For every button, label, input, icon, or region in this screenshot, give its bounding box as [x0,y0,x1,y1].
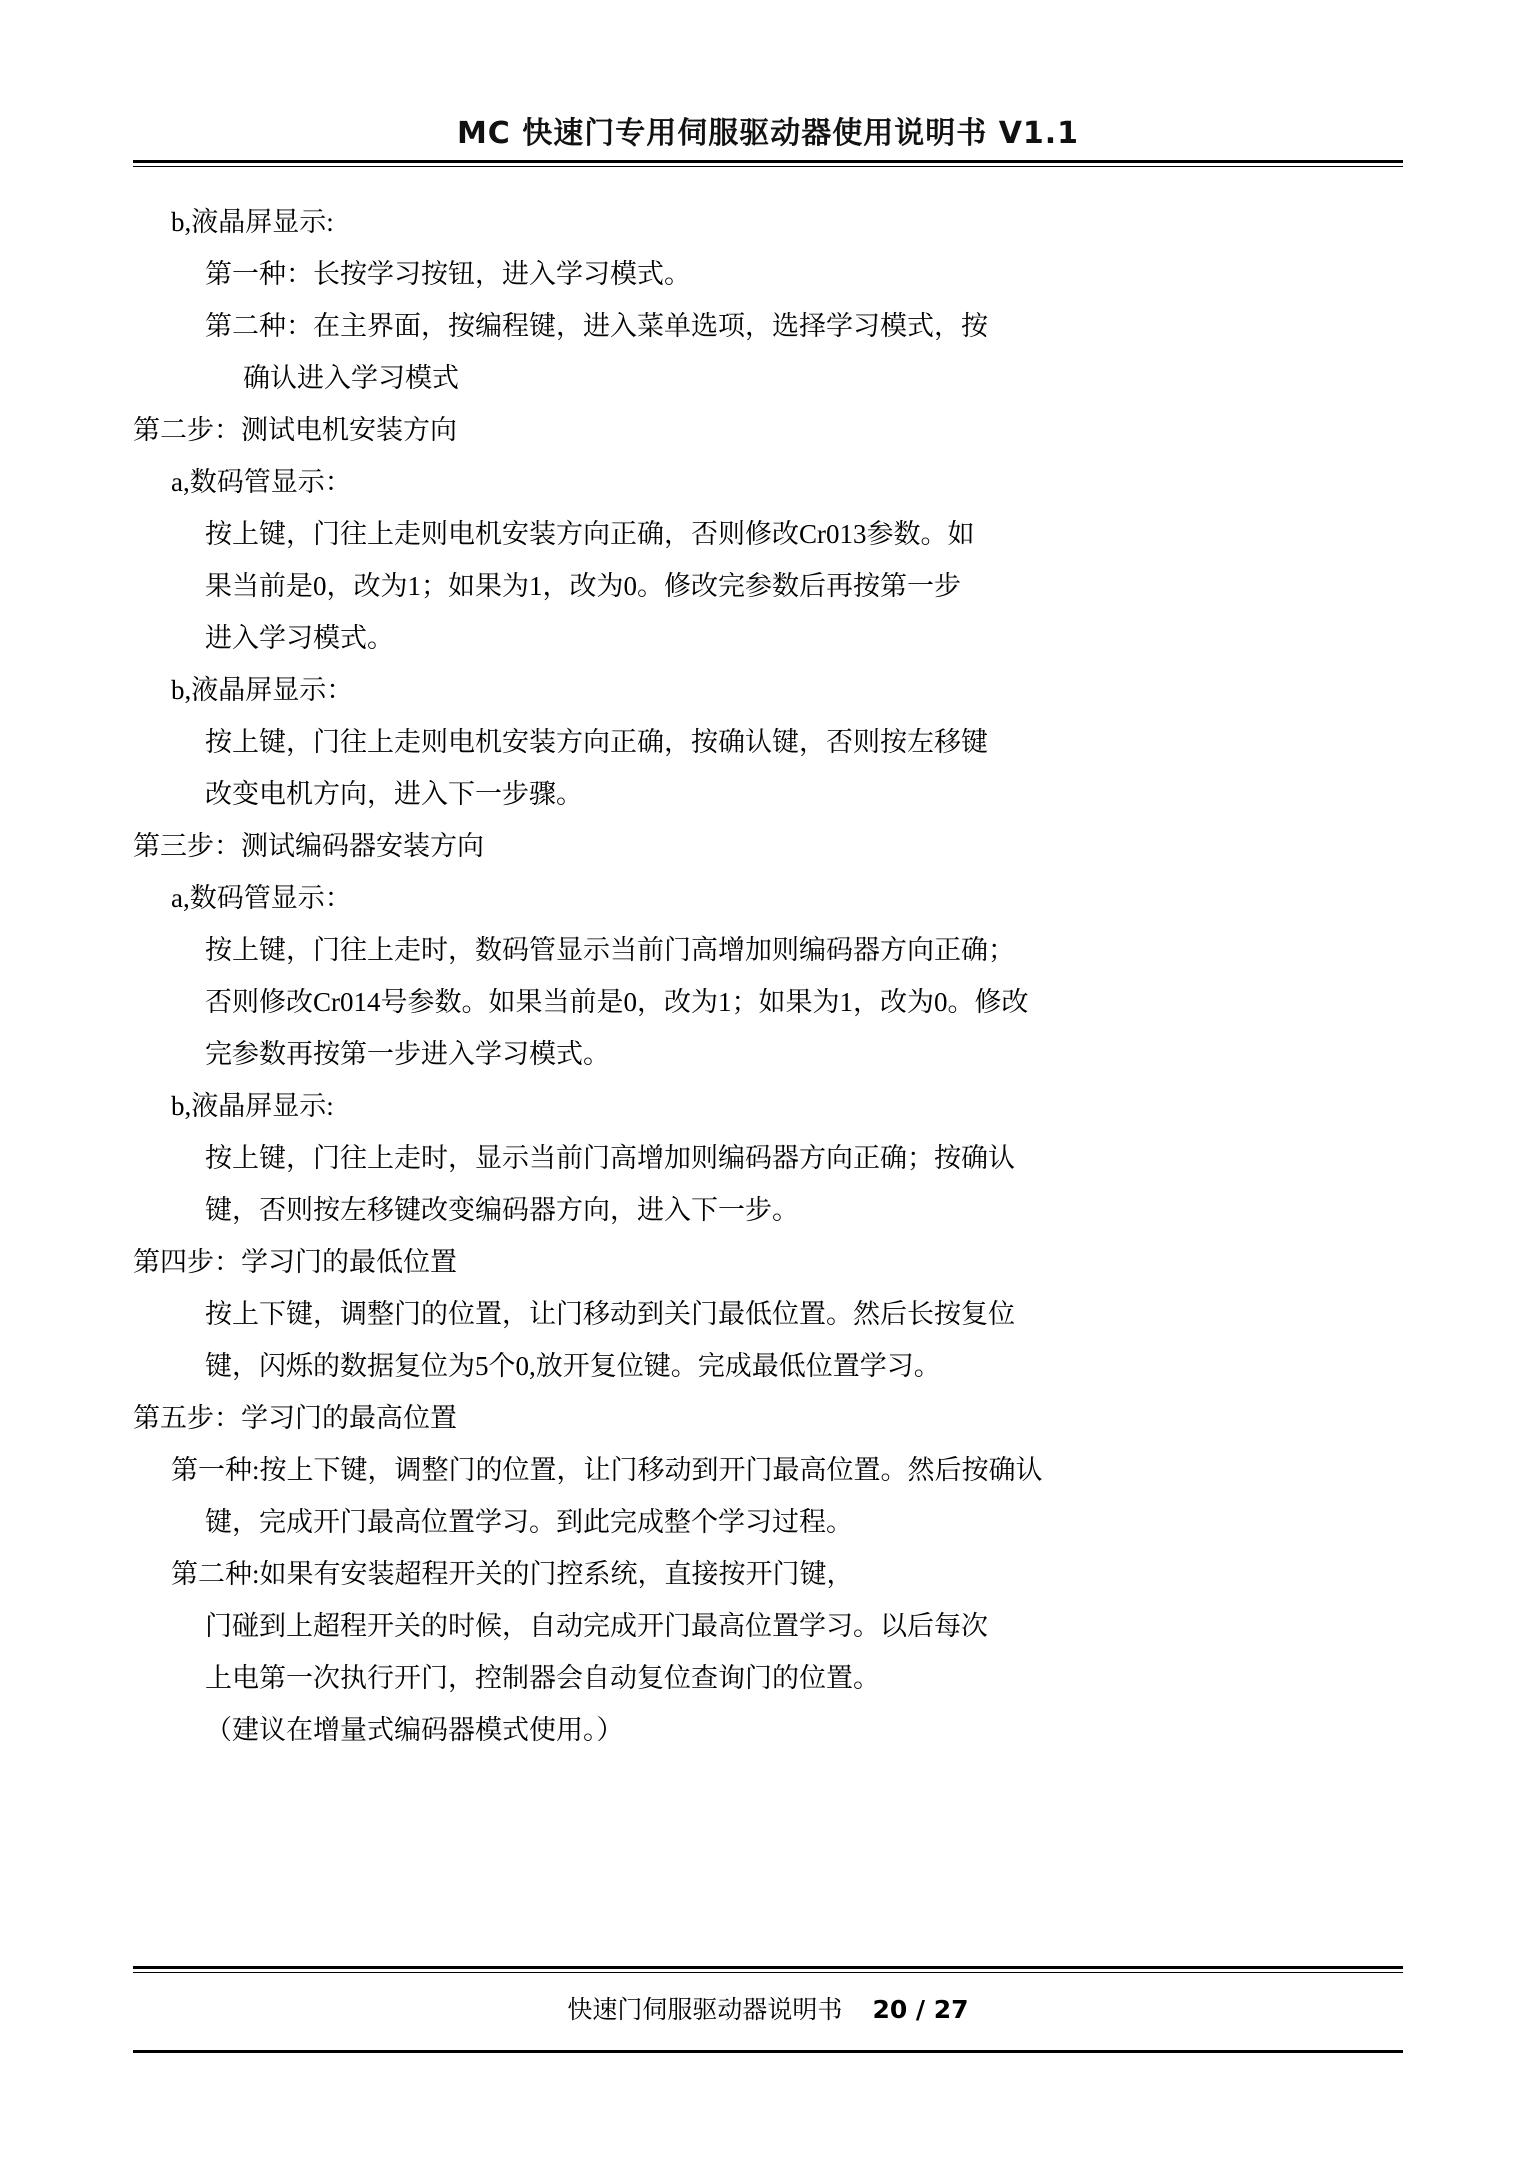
header-divider-thin [133,166,1403,167]
body-line: 进入学习模式。 [205,623,394,653]
body-line: 按上键，门往上走则电机安装方向正确，否则修改Cr013参数。如 [205,519,975,549]
body-line: 第五步：学习门的最高位置 [133,1403,457,1433]
body-line: 键，闪烁的数据复位为5个0,放开复位键。完成最低位置学习。 [205,1351,941,1381]
body-line: 第二种：在主界面，按编程键，进入菜单选项，选择学习模式，按 [205,311,988,341]
body-line: b,液晶屏显示: [171,1091,334,1121]
footer-divider-thick [133,1966,1403,1969]
body-line: 第二步：测试电机安装方向 [133,415,457,445]
body-line: 否则修改Cr014号参数。如果当前是0，改为1；如果为1，改为0。修改 [205,987,1029,1017]
document-body [133,196,1403,1756]
header-divider-thick [133,160,1403,163]
page-footer [133,1990,1403,2026]
body-line: 门碰到上超程开关的时候，自动完成开门最高位置学习。以后每次 [205,1611,988,1641]
body-line: b,液晶屏显示: [171,207,334,237]
body-line: b,液晶屏显示： [171,675,354,705]
body-line: a,数码管显示： [171,883,352,913]
body-line: 第一种:按上下键，调整门的位置，让门移动到开门最高位置。然后按确认 [171,1455,1043,1485]
footer-divider-thin [133,1972,1403,1973]
footer-bottom-divider [133,2050,1403,2053]
body-line: 键，完成开门最高位置学习。到此完成整个学习过程。 [205,1507,853,1537]
body-line: （建议在增量式编码器模式使用。） [205,1715,624,1745]
body-line: 键，否则按左移键改变编码器方向，进入下一步。 [205,1195,799,1225]
body-line: 改变电机方向，进入下一步骤。 [205,779,583,809]
body-line: 第四步：学习门的最低位置 [133,1247,457,1277]
body-line: 第三步：测试编码器安装方向 [133,831,484,861]
body-line: 按上键，门往上走时，显示当前门高增加则编码器方向正确；按确认 [205,1143,1015,1173]
body-line: 确认进入学习模式 [243,363,459,393]
body-line: 上电第一次执行开门，控制器会自动复位查询门的位置。 [205,1663,880,1693]
body-line: 按上键，门往上走时，数码管显示当前门高增加则编码器方向正确； [205,935,1015,965]
footer-label: 快速门伺服驱动器说明书 [567,1997,843,2024]
page-number: 20 / 27 [872,1995,969,2024]
body-line: 按上下键，调整门的位置，让门移动到关门最低位置。然后长按复位 [205,1299,1015,1329]
page-header-title: MC 快速门专用伺服驱动器使用说明书 V1.1 [456,116,1080,151]
body-line: a,数码管显示： [171,467,352,497]
body-line: 第一种：长按学习按钮，进入学习模式。 [205,259,691,289]
body-line: 果当前是0，改为1；如果为1，改为0。修改完参数后再按第一步 [205,571,961,601]
body-line: 按上键，门往上走则电机安装方向正确，按确认键，否则按左移键 [205,727,988,757]
body-line: 完参数再按第一步进入学习模式。 [205,1039,610,1069]
body-line: 第二种:如果有安装超程开关的门控系统，直接按开门键， [171,1559,854,1589]
